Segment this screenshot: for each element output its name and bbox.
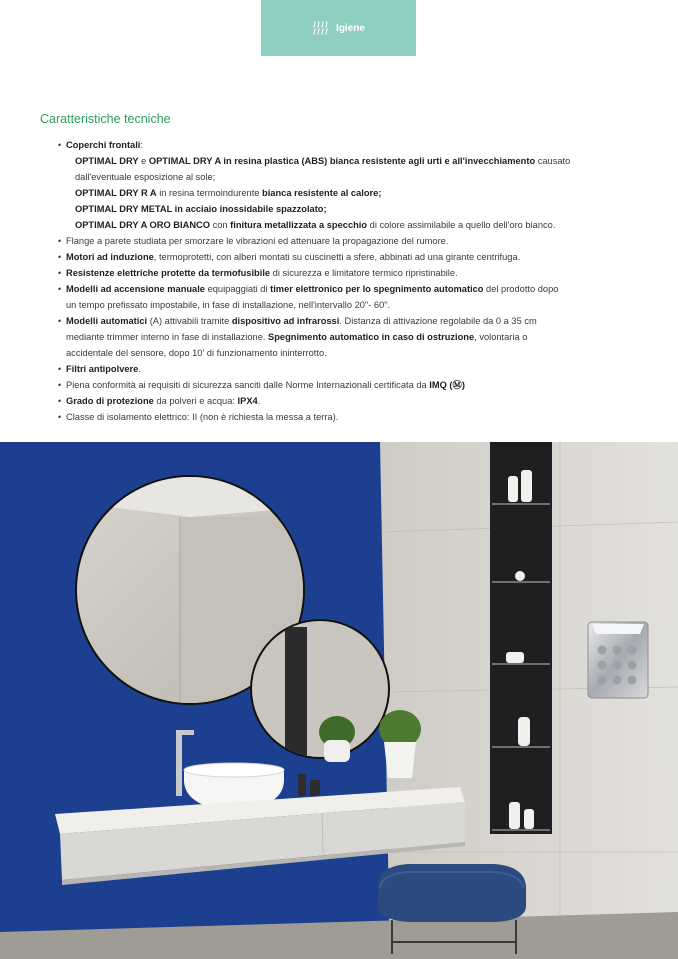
spec-item-modelli-manuali: • Modelli ad accensione manuale equipaggiati di timer elettronico per lo spegnimento automatico del prodotto dopo un tempo prefissato impostabile, in fase di installazione, nell'intervallo 20"- 60". xyxy=(58,281,628,313)
shelf-niche xyxy=(490,442,552,834)
section-title: Caratteristiche tecniche xyxy=(40,112,171,126)
spec-sub-optimal-dry-oro: OPTIMAL DRY A ORO BIANCO con finitura metallizzata a specchio di colore assimilabile a quello dell'oro bianco. xyxy=(75,220,556,230)
spec-item-flange: • Flange a parete studiata per smorzare le vibrazioni ed attenuare la propagazione del rumore. xyxy=(58,233,628,249)
spec-item-protezione: • Grado di protezione da polveri e acqua: IPX4. xyxy=(58,393,628,409)
spec-item-imq: • Piena conformità ai requisiti di sicurezza sanciti dalle Norme Internazionali certificata da IMQ (Ⓜ) xyxy=(58,377,628,393)
spec-item-modelli-automatici: • Modelli automatici (A) attivabili tramite dispositivo ad infrarossi. Distanza di attivazione regolabile da 0 a 35 cm mediante trimmer interno in fase di installazione. Spegnimento automatico in caso di ostruzione, volontaria o accidentale del sensore, dopo 10' di funzionamento ininterrotto. xyxy=(58,313,628,361)
spec-item-resistenze: • Resistenze elettriche protette da termofusibile di sicurezza e limitatore termico ripristinabile. xyxy=(58,265,628,281)
spec-item-filtri: • Filtri antipolvere. xyxy=(58,361,628,377)
spec-sub-optimal-dry: OPTIMAL DRY e OPTIMAL DRY A in resina plastica (ABS) bianca resistente agli urti e all'invecchiamento causato dall'eventuale esposizione al sole; xyxy=(75,156,571,182)
spec-item-coperchi: • Coperchi frontali: OPTIMAL DRY e OPTIMAL DRY A in resina plastica (ABS) bianca resistente agli urti e all'invecchiamento causato dall'eventuale esposizione al sole; OPTIMAL DRY R A in resina termoindurente bianca resistente al calore; OPTIMAL DRY METAL in acciaio inossidabile spazzolato; OPTIMAL DRY A ORO BIANCO con finitura metallizzata a specchio di colore assimilabile a quello dell'oro bianco. xyxy=(58,137,628,233)
category-tab-label: Igiene xyxy=(336,22,365,34)
bathroom-photo xyxy=(0,442,678,959)
spec-item-isolamento: • Classe di isolamento elettrico: II (non è richiesta la messa a terra). xyxy=(58,409,628,425)
hand-dryer xyxy=(588,622,648,698)
hand-dryer-waves-icon xyxy=(312,20,330,36)
category-tab xyxy=(261,0,416,56)
imq-mark-icon: Ⓜ xyxy=(452,380,462,390)
spec-sub-optimal-dry-ra: OPTIMAL DRY R A in resina termoindurente bianca resistente al calore; xyxy=(75,188,382,198)
spec-item-motori: • Motori ad induzione, termoprotetti, con alberi montati su cuscinetti a sfere, abbinati ad una girante centrifuga. xyxy=(58,249,628,265)
spec-list xyxy=(58,137,628,425)
spec-sub-optimal-dry-metal: OPTIMAL DRY METAL in acciaio inossidabile spazzolato; xyxy=(75,204,327,214)
